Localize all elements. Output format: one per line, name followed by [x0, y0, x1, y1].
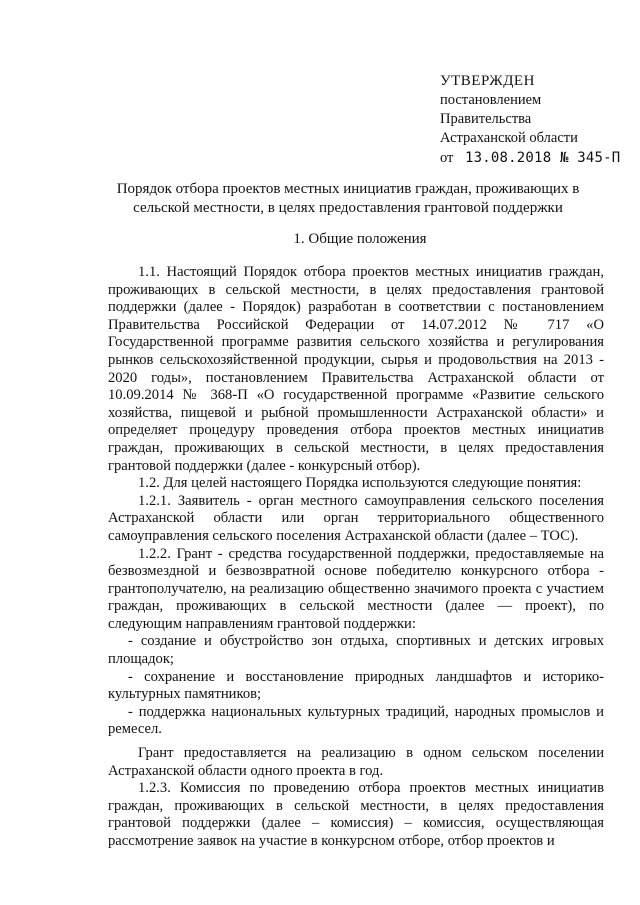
list-item-grant-direction-3: - поддержка национальных культурных традиций, народных промыслов и ремесел.: [108, 703, 604, 738]
approval-line-3: Астраханской области: [440, 130, 578, 146]
document-body: [108, 264, 604, 851]
paragraph-1-1: 1.1. Настоящий Порядок отбора проектов местных инициатив граждан, проживающих в сельской местности, в целях предоставления грантовой поддержки (далее - Порядок) разработан в соответствии с постановлением Правительства Российской Федерации от 14.07.2012 № 717 «О Государственной программе развития сельского хозяйства и регулирования рынков сельскохозяйственной продукции, сырья и продовольствия на 2013 - 2020 годы», постановлением Правительства Астраханской области от 10.09.2014 № 368-П «О государственной программе «Развитие сельского хозяйства, пищевой и рыбной промышленности Астраханской области» и определяет процедуру проведения отбора проектов местных инициатив граждан, проживающих в сельской местности, в целях предоставления грантовой поддержки (далее - конкурсный отбор).: [108, 264, 604, 474]
approval-date-line: [440, 149, 620, 168]
approval-heading: УТВЕРЖДЕН: [440, 73, 535, 89]
approval-date-prefix: от: [440, 150, 454, 166]
approval-block: [440, 72, 620, 168]
list-item-grant-direction-2: - сохранение и восстановление природных ландшафтов и историко-культурных памятников;: [108, 668, 604, 703]
approval-line-1: постановлением: [440, 92, 542, 108]
approval-date-stamp: 13.08.2018 № 345-П: [465, 150, 621, 166]
list-item-grant-direction-1: - создание и обустройство зон отдыха, спортивных и детских игровых площадок;: [108, 633, 604, 668]
paragraph-1-2-2: 1.2.2. Грант - средства государственной поддержки, предоставляемые на безвозмездной и безвозвратной основе победителю конкурсного отбора - грантополучателю, на реализацию общественно значимого проекта с участием граждан, проживающих в сельской местности (далее — проект), по следующим направлениям грантовой поддержки:: [108, 545, 604, 632]
paragraph-1-2-1: 1.2.1. Заявитель - орган местного самоуправления сельского поселения Астраханской области или орган территориального общественного самоуправления сельского поселения Астраханской области (далее – ТОС).: [108, 492, 604, 544]
paragraph-1-2-3: 1.2.3. Комиссия по проведению отбора проектов местных инициатив граждан, проживающих в сельской местности, в целях предоставления грантовой поддержки (далее – комиссия) – комиссия, осуществляющая рассмотрение заявок на участие в конкурсном отборе, отбор проектов и: [108, 780, 604, 849]
document-title: Порядок отбора проектов местных инициатив граждан, проживающих в сельской местности, в целях предоставления грантовой поддержки: [116, 181, 580, 216]
paragraph-1-2: 1.2. Для целей настоящего Порядка используются следующие понятия:: [138, 475, 582, 492]
paragraph-grant-condition: Грант предоставляется на реализацию в одном сельском поселении Астраханской области одного проекта в год.: [108, 745, 604, 779]
section-title: 1. Общие положения: [293, 231, 427, 247]
approval-line-2: Правительства: [440, 111, 532, 127]
